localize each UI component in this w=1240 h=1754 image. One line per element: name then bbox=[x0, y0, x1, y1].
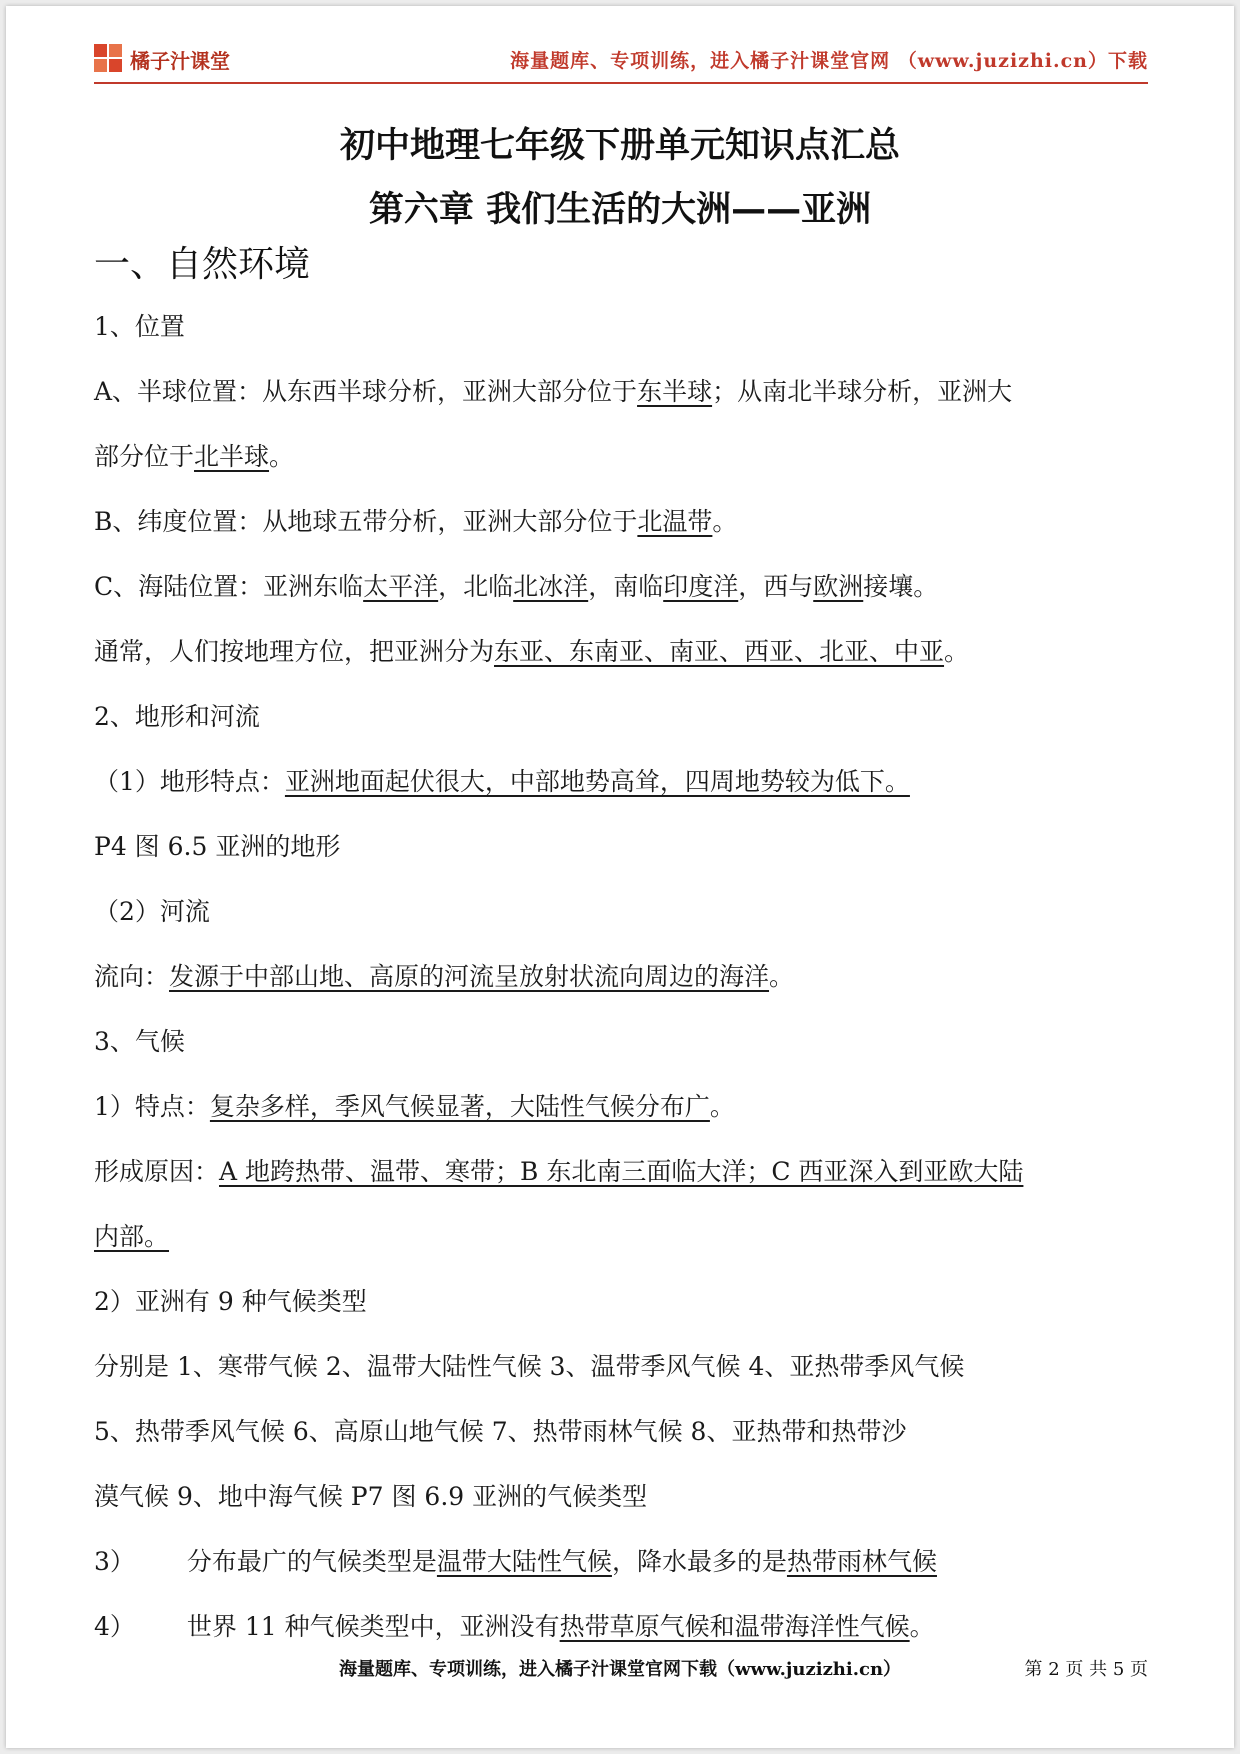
paragraph-climate-features: 1）特点：复杂多样，季风气候显著，大陆性气候分布广。 bbox=[94, 1092, 735, 1121]
paragraph-climate-list-1: 分别是 1、寒带气候 2、温带大陆性气候 3、温带季风气候 4、亚热带季风气候 bbox=[94, 1352, 965, 1381]
paragraph-sea-land: C、海陆位置：亚洲东临太平洋，北临北冰洋，南临印度洋，西与欧洲接壤。 bbox=[94, 572, 939, 601]
paragraph-climate-causes: 形成原因：A 地跨热带、温带、寒带；B 东北南三面临大洋；C 西亚深入到亚欧大陆 bbox=[94, 1157, 1024, 1186]
paragraph-regions: 通常，人们按地理方位，把亚洲分为东亚、东南亚、南亚、西亚、北亚、中亚。 bbox=[94, 637, 970, 666]
page-number: 第 2 页 共 5 页 bbox=[1024, 1659, 1148, 1680]
paragraph-climate-distribution: 3） 分布最广的气候类型是温带大陆性气候，降水最多的是热带雨林气候 bbox=[94, 1547, 937, 1576]
paragraph-river-flow: 流向：发源于中部山地、高原的河流呈放射状流向周边的海洋。 bbox=[94, 962, 795, 991]
page-header bbox=[94, 40, 1148, 80]
subheading-location: 1、位置 bbox=[94, 312, 185, 341]
paragraph-climate-causes-cont: 内部。 bbox=[94, 1222, 170, 1251]
paragraph-climate-list-2: 5、热带季风气候 6、高原山地气候 7、热带雨林气候 8、亚热带和热带沙 bbox=[94, 1417, 907, 1446]
paragraph-hemisphere-cont: 部分位于北半球。 bbox=[94, 442, 295, 471]
chapter-title: 第六章 我们生活的大洲——亚洲 bbox=[368, 190, 872, 230]
subheading-rivers: （2）河流 bbox=[94, 897, 210, 926]
figure-reference-terrain: P4 图 6.5 亚洲的地形 bbox=[94, 832, 341, 861]
subheading-climate: 3、气候 bbox=[94, 1027, 185, 1056]
section-heading: 一、自然环境 bbox=[94, 244, 311, 285]
paragraph-climate-list-3: 漠气候 9、地中海气候 P7 图 6.9 亚洲的气候类型 bbox=[94, 1482, 648, 1511]
header-divider bbox=[94, 82, 1148, 84]
paragraph-climate-count: 2）亚洲有 9 种气候类型 bbox=[94, 1287, 367, 1316]
document-title: 初中地理七年级下册单元知识点汇总 bbox=[339, 126, 900, 166]
paragraph-terrain: （1）地形特点：亚洲地面起伏很大，中部地势高耸，四周地势较为低下。 bbox=[94, 767, 910, 796]
logo-text: 橘子汁课堂 bbox=[130, 48, 230, 73]
juzizhi-logo-icon bbox=[94, 44, 124, 74]
footer-text: 海量题库、专项训练，进入橘子汁课堂官网下载（www.juzizhi.cn） bbox=[338, 1659, 902, 1680]
header-tagline: 海量题库、专项训练，进入橘子汁课堂官网 （www.juzizhi.cn）下载 bbox=[510, 50, 1148, 72]
paragraph-missing-climates: 4） 世界 11 种气候类型中，亚洲没有热带草原气候和温带海洋性气候。 bbox=[94, 1612, 935, 1641]
paragraph-hemisphere: A、半球位置：从东西半球分析，亚洲大部分位于东半球；从南北半球分析，亚洲大 bbox=[94, 377, 1013, 406]
paragraph-latitude: B、纬度位置：从地球五带分析，亚洲大部分位于北温带。 bbox=[94, 507, 738, 536]
logo bbox=[94, 44, 230, 74]
subheading-terrain-rivers: 2、地形和河流 bbox=[94, 702, 260, 731]
